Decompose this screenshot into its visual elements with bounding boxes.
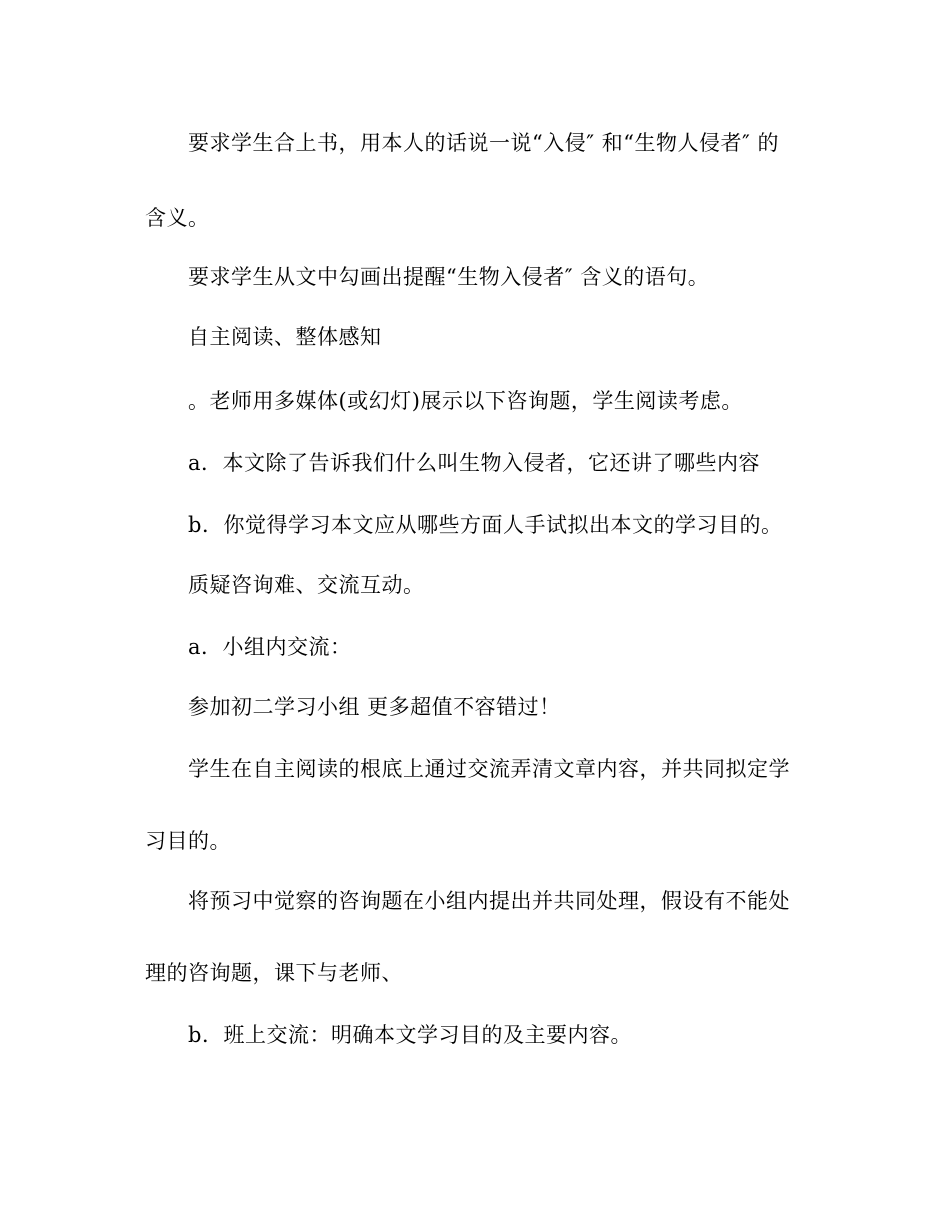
paragraph-line-14: 理的咨询题，课下与老师、	[145, 961, 403, 985]
list-item-b: b．你觉得学习本文应从哪些方面人手试拟出本文的学习目的。	[188, 513, 783, 537]
paragraph-line-12: 习目的。	[145, 829, 231, 853]
paragraph-line-13: 将预习中觉察的咨询题在小组内提出并共同处理，假设有不能处	[188, 889, 790, 913]
section-heading-reading: 自主阅读、整体感知	[188, 325, 382, 349]
paragraph-line-5: 。老师用多媒体(或幻灯)展示以下咨询题，学生阅读考虑。	[188, 389, 743, 413]
paragraph-line-1: 要求学生合上书，用本人的话说一说“入侵″ 和“生物人侵者″ 的	[188, 131, 780, 155]
paragraph-line-3: 要求学生从文中勾画出提醒“生物入侵者″ 含义的语句。	[188, 265, 710, 289]
paragraph-line-11: 学生在自主阅读的根底上通过交流弄清文章内容，并共同拟定学	[188, 757, 790, 781]
section-heading-discussion: 质疑咨询难、交流互动。	[188, 573, 425, 597]
list-item-class-discussion: b．班上交流：明确本文学习目的及主要内容。	[188, 1023, 632, 1047]
list-item-group-discussion: a．小组内交流：	[188, 635, 352, 659]
list-item-a: a．本文除了告诉我们什么叫生物入侵者，它还讲了哪些内容	[188, 451, 761, 475]
promo-line: 参加初二学习小组 更多超值不容错过！	[188, 695, 561, 719]
paragraph-line-2: 含义。	[145, 206, 210, 230]
